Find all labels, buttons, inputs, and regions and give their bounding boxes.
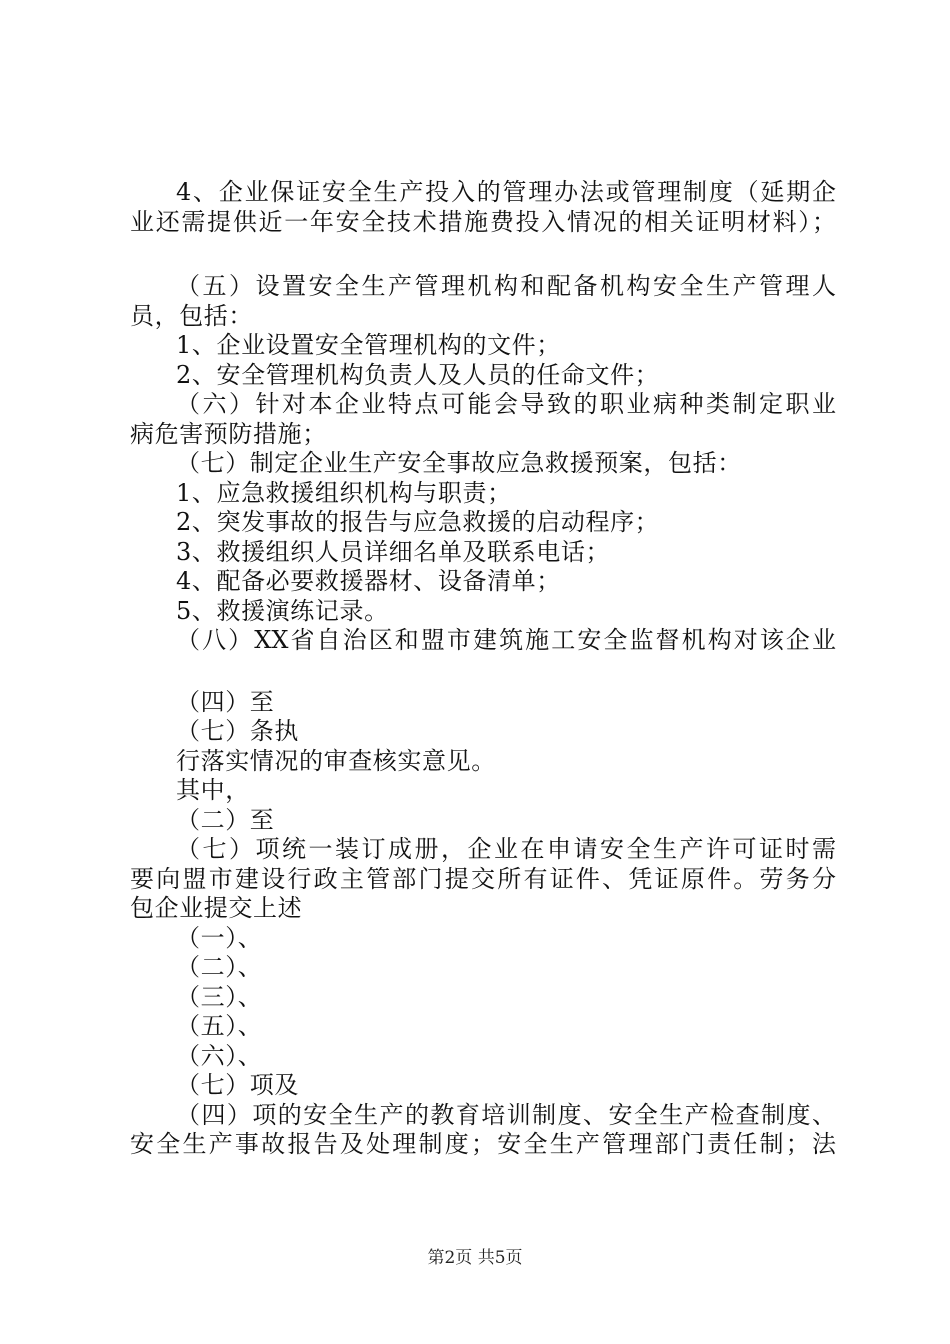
text-line: （七）条执	[176, 717, 299, 745]
paragraph-gap	[130, 656, 836, 688]
text-line: 1、应急救援组织机构与职责；	[176, 478, 512, 507]
text-line: 2、突发事故的报告与应急救援的启动程序；	[176, 508, 660, 536]
text-line: （五）、	[176, 1012, 263, 1040]
text-line: 安全生产事故报告及处理制度；安全生产管理部门责任制；法	[130, 1130, 836, 1158]
text-line: 行落实情况的审查核实意见。	[176, 746, 496, 775]
text-line: 1、企业设置安全管理机构的文件；	[176, 331, 561, 359]
document-body	[130, 178, 836, 1160]
text-line: 3、救援组织人员详细名单及联系电话；	[176, 537, 611, 566]
text-line: （二）至	[176, 805, 275, 834]
text-line: 员，包括：	[130, 301, 253, 330]
text-line: 4、企业保证安全生产投入的管理办法或管理制度（延期企	[176, 178, 836, 206]
text-line: （一）、	[176, 923, 263, 952]
page-number-footer: 第2页 共5页	[427, 1248, 523, 1268]
text-line: （三）、	[176, 982, 263, 1011]
text-line: 5、救援演练记录。	[176, 596, 389, 625]
text-line: 病危害预防措施；	[130, 419, 327, 448]
text-line: 业还需提供近一年安全技术措施费投入情况的相关证明材料）；	[130, 207, 836, 236]
text-line: （六）、	[176, 1041, 263, 1070]
text-line: 要向盟市建设行政主管部门提交所有证件、凭证原件。劳务分	[130, 864, 836, 893]
text-line: （二）、	[176, 953, 263, 981]
text-line: （八）XX省自治区和盟市建筑施工安全监督机构对该企业	[176, 626, 836, 654]
text-line: 4、配备必要救援器材、设备清单；	[176, 567, 561, 595]
text-line: （五）设置安全生产管理机构和配备机构安全生产管理人	[176, 272, 836, 300]
paragraph-gap	[130, 237, 836, 272]
text-line: （七）项及	[176, 1071, 299, 1099]
text-line: 包企业提交上述	[130, 894, 303, 922]
text-line: （四）至	[176, 687, 275, 716]
text-line: 其中，	[176, 776, 250, 804]
text-line: 2、安全管理机构负责人及人员的任命文件；	[176, 360, 660, 389]
text-line: （七）项统一装订成册，企业在申请安全生产许可证时需	[176, 835, 836, 863]
text-line: （七）制定企业生产安全事故应急救援预案，包括：	[176, 449, 742, 477]
text-line: （四）项的安全生产的教育培训制度、安全生产检查制度、	[176, 1100, 836, 1129]
text-line: （六）针对本企业特点可能会导致的职业病种类制定职业	[176, 390, 836, 418]
